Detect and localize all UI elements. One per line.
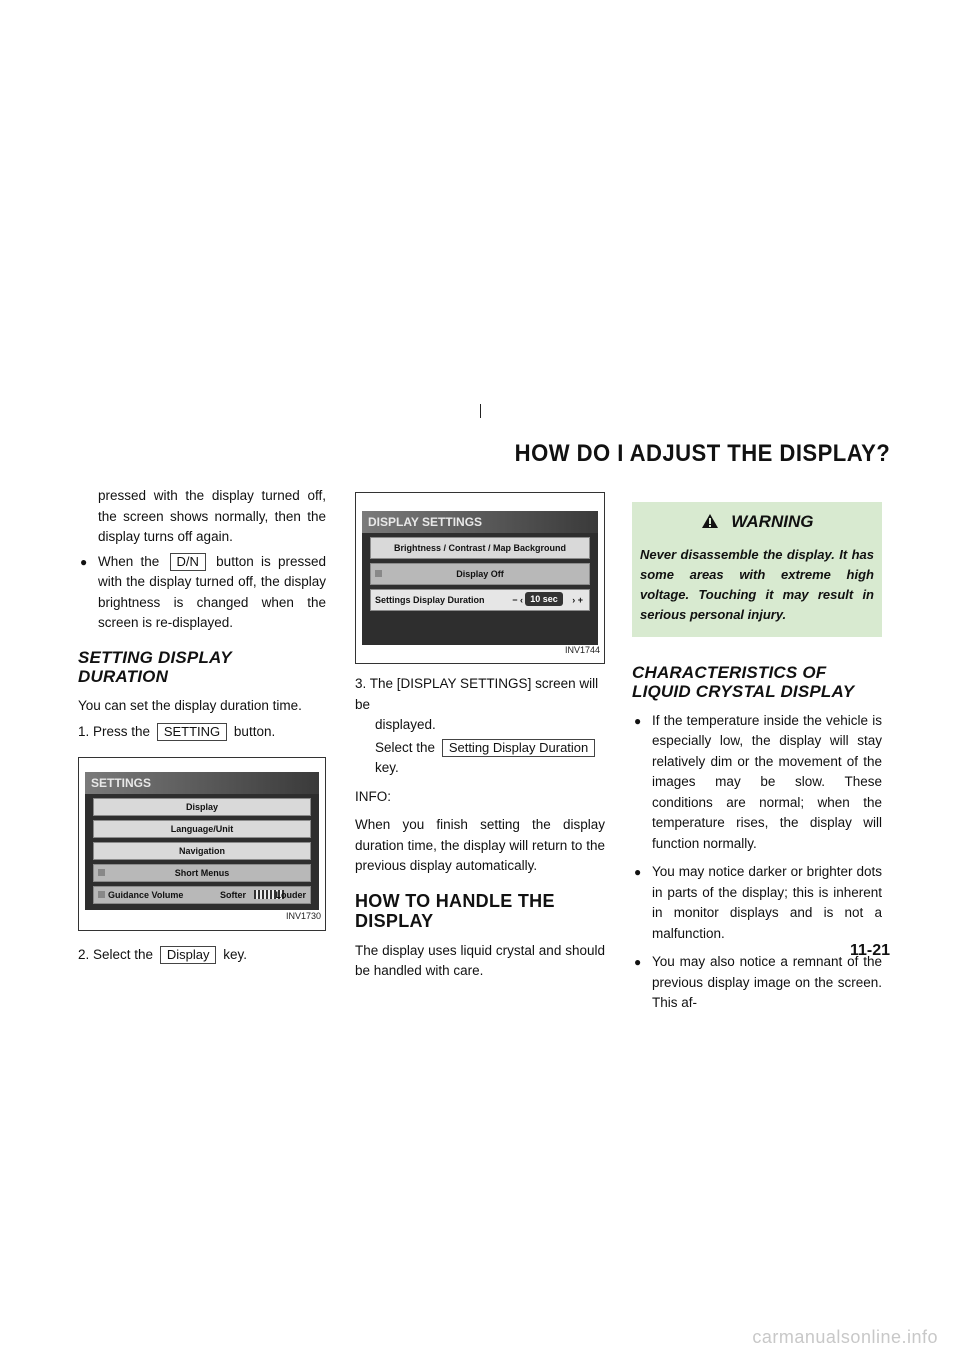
column-right xyxy=(632,502,882,1014)
info-paragraph: When you finish setting the display duration time, the display will return to the previous display automatically. xyxy=(355,817,605,873)
handle-paragraph: The display uses liquid crystal and should be handled with care. xyxy=(355,942,605,978)
display-settings-title: DISPLAY SETTINGS xyxy=(362,511,598,533)
step-1-post: button. xyxy=(233,724,276,739)
info-label: INFO: xyxy=(355,788,391,804)
duration-value: 10 sec xyxy=(525,592,563,606)
warning-box xyxy=(632,502,882,637)
menu-row-short-menus-label: Short Menus xyxy=(174,867,230,878)
menu-row-display: Display xyxy=(93,798,311,816)
key-setting-display-duration: Setting Display Duration xyxy=(442,739,595,757)
step-3-select-post: key. xyxy=(375,760,399,775)
guidance-volume-label: Guidance Volume xyxy=(108,889,184,900)
menu-square-icon xyxy=(98,891,105,898)
lcd-bullet-1 xyxy=(632,711,882,855)
watermark: carmanualsonline.info xyxy=(752,1327,938,1347)
menu-square-icon xyxy=(375,570,382,577)
key-setting: SETTING xyxy=(157,723,227,741)
step-3-select xyxy=(355,738,605,779)
section-heading-lcd: CHARACTERISTICS OF LIQUID CRYSTAL DISPLAY xyxy=(632,662,855,701)
bullet-icon: ● xyxy=(634,713,642,728)
bullet-text-pre: When the xyxy=(98,553,160,569)
key-dn: D/N xyxy=(170,553,206,571)
column-left xyxy=(78,486,326,965)
figure-id: INV1730 xyxy=(285,911,321,921)
lcd-bullet-3-text: You may also notice a remnant of the previous display image on the screen. This af- xyxy=(652,954,882,1010)
section-heading-handle-display: HOW TO HANDLE THE DISPLAY xyxy=(355,890,555,931)
display-off-label: Display Off xyxy=(456,569,504,579)
menu-row-language: Language/Unit xyxy=(93,820,311,838)
page-number: 11-21 xyxy=(849,942,890,959)
step-2-pre: 2. Select the xyxy=(78,946,154,962)
warning-icon xyxy=(701,513,719,529)
settings-screen xyxy=(85,772,319,910)
step-2 xyxy=(78,945,326,966)
bullet-text-post: button is pressed with the display turned off, the display brightness is changed when the screen is re-displayed. xyxy=(98,553,326,630)
minus-icon: − ‹ xyxy=(512,595,523,605)
bullet-dn xyxy=(78,552,326,634)
menu-row-display-off xyxy=(370,563,590,585)
center-tick-mark xyxy=(480,404,481,418)
step-3: 3. The [DISPLAY SETTINGS] screen will be xyxy=(355,676,599,712)
softer-label: Softer xyxy=(219,889,246,900)
duration-paragraph: You can set the display duration time. xyxy=(78,697,302,713)
key-display: Display xyxy=(160,946,217,964)
menu-row-guidance-volume xyxy=(93,886,311,904)
step-3-select-pre: Select the xyxy=(375,739,436,755)
step-1 xyxy=(78,722,326,743)
column-middle xyxy=(355,492,605,982)
menu-row-navigation: Navigation xyxy=(93,842,311,860)
display-settings-screen xyxy=(362,511,598,645)
menu-row-brightness: Brightness / Contrast / Map Background xyxy=(370,537,590,559)
intro-paragraph: pressed with the display turned off, the screen shows normally, then the display turns off again. xyxy=(98,488,326,544)
figure-settings-screen xyxy=(78,757,326,931)
plus-icon: › + xyxy=(572,595,583,605)
menu-row-duration xyxy=(370,589,590,611)
step-3-cont: displayed. xyxy=(375,717,436,732)
louder-label: Louder xyxy=(275,889,306,900)
menu-row-short-menus xyxy=(93,864,311,882)
warning-text: Never disassemble the display. It has some areas with extreme high voltage. Touching it may result in serious personal injury. xyxy=(640,546,874,622)
lcd-bullet-2-text: You may notice darker or brighter dots in parts of the display; this is inherent in monitor displays and is not a malfunction. xyxy=(652,864,882,941)
lcd-bullet-2 xyxy=(632,862,882,944)
bullet-icon: ● xyxy=(80,554,88,569)
section-heading-display-duration: SETTING DISPLAY DURATION xyxy=(78,647,232,686)
step-2-post: key. xyxy=(223,946,247,962)
bullet-icon: ● xyxy=(634,955,642,969)
bullet-icon: ● xyxy=(634,865,642,879)
page-title: HOW DO I ADJUST THE DISPLAY? xyxy=(514,440,890,467)
lcd-bullet-1-text: If the temperature inside the vehicle is especially low, the display will stay relatively dim or the movement of the images may be slow. These conditions are normal; when the temperature rises, the display will function normally. xyxy=(652,712,882,851)
menu-square-icon xyxy=(98,869,105,876)
warning-title: WARNING xyxy=(731,512,814,531)
figure-display-settings-screen xyxy=(355,492,605,664)
step-1-pre: 1. Press the xyxy=(78,724,151,739)
settings-screen-title: SETTINGS xyxy=(85,772,319,794)
figure-id: INV1744 xyxy=(564,644,600,655)
lcd-bullet-3 xyxy=(632,952,882,1014)
warning-heading xyxy=(640,512,874,533)
duration-label: Settings Display Duration xyxy=(375,595,485,605)
